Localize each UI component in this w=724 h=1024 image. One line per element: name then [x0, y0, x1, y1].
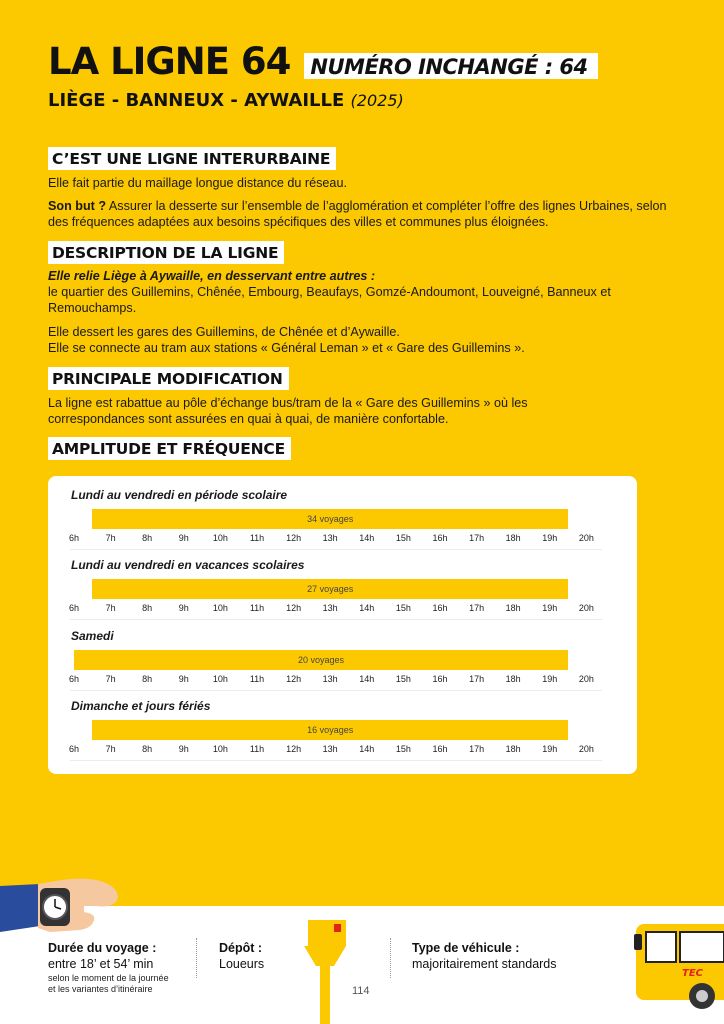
depot-value: Loueurs	[219, 957, 265, 971]
hour-tick-label: 8h	[142, 533, 153, 543]
stations-text-2: Elle se connecte au tram aux stations « Général Leman » et « Gare des Guillemins ».	[48, 341, 525, 355]
route-subtitle	[48, 90, 404, 111]
schedule-divider	[70, 690, 602, 691]
schedule-label: Samedi	[71, 629, 114, 643]
hour-tick-label: 15h	[395, 533, 411, 543]
hour-tick-label: 11h	[249, 603, 265, 613]
hour-tick-label: 11h	[249, 674, 265, 684]
hour-tick-label: 20h	[578, 533, 594, 543]
hour-tick-label: 18h	[505, 533, 521, 543]
hour-tick-label: 11h	[249, 533, 265, 543]
hour-tick-label: 11h	[249, 744, 265, 754]
duration-note-2: et les variantes d’itinéraire	[48, 984, 153, 994]
hour-tick-label: 7h	[105, 533, 116, 543]
hour-tick-label: 20h	[578, 744, 594, 754]
hour-tick-label: 12h	[286, 603, 302, 613]
hour-tick-label: 8h	[142, 603, 153, 613]
hour-tick-label: 12h	[286, 674, 302, 684]
hour-tick-label: 9h	[178, 744, 189, 754]
page-number: 114	[352, 985, 370, 997]
schedule-label: Lundi au vendredi en période scolaire	[71, 488, 288, 502]
hour-tick-label: 19h	[542, 603, 558, 613]
hour-tick-label: 8h	[142, 674, 153, 684]
vehicle-value: majoritairement standards	[412, 957, 557, 971]
route-year: (2025)	[350, 91, 404, 110]
hour-tick-label: 19h	[542, 533, 558, 543]
hour-tick-label: 14h	[359, 533, 375, 543]
duration-value: entre 18’ et 54’ min	[48, 957, 154, 971]
description-stops: le quartier des Guillemins, Chênée, Embourg, Beaufays, Gomzé-Andoumont, Louveigné, Banneux et Remouchamps.	[48, 285, 611, 315]
hour-tick-label: 17h	[469, 533, 485, 543]
hour-tick-label: 17h	[469, 674, 485, 684]
hour-tick-label: 12h	[286, 533, 302, 543]
schedule-bar: 16 voyages	[92, 720, 568, 740]
goal-text: Assurer la desserte sur l’ensemble de l’agglomération et compléter l’offre des lignes Urbaines, selon des fréquences adaptées aux besoins spécifiques des villes et communes plus éloignées.	[48, 199, 667, 229]
hour-tick-label: 16h	[432, 674, 448, 684]
page-title: LA LIGNE 64	[48, 40, 291, 83]
depot-label: Dépôt :	[219, 941, 263, 955]
hour-tick-label: 14h	[359, 744, 375, 754]
hour-tick-label: 20h	[578, 603, 594, 613]
bus-icon	[632, 920, 724, 1012]
hour-tick-label: 7h	[105, 603, 116, 613]
hour-tick-label: 17h	[469, 744, 485, 754]
section-heading-description: DESCRIPTION DE LA LIGNE	[48, 241, 284, 264]
hour-tick-label: 13h	[322, 674, 338, 684]
hour-tick-label: 15h	[395, 603, 411, 613]
duration-note-1: selon le moment de la journée	[48, 973, 169, 983]
schedule-bar: 34 voyages	[92, 509, 568, 529]
title-row	[48, 40, 598, 83]
section-heading-frequency: AMPLITUDE ET FRÉQUENCE	[48, 437, 291, 460]
section-text-goal	[48, 198, 678, 230]
hour-tick-label: 13h	[322, 744, 338, 754]
hour-tick-label: 7h	[105, 674, 116, 684]
description-intro: Elle relie Liège à Aywaille, en desservant entre autres :	[48, 269, 376, 283]
hour-tick-label: 16h	[432, 603, 448, 613]
hour-tick-label: 8h	[142, 744, 153, 754]
hour-tick-label: 9h	[178, 603, 189, 613]
hour-tick-label: 12h	[286, 744, 302, 754]
duration-label: Durée du voyage :	[48, 941, 157, 955]
hour-tick-label: 13h	[322, 603, 338, 613]
modification-text: La ligne est rabattue au pôle d’échange bus/tram de la « Gare des Guillemins » où les correspondances sont assurées en quai à quai, de manière confortable.	[48, 396, 528, 426]
hour-tick-label: 15h	[395, 674, 411, 684]
hour-tick-label: 18h	[505, 603, 521, 613]
line-number-badge: NUMÉRO INCHANGÉ : 64	[304, 53, 597, 79]
watch-illustration-icon	[0, 876, 124, 936]
route-name: LIÈGE - BANNEUX - AYWAILLE	[48, 90, 345, 111]
schedule-bar: 20 voyages	[74, 650, 568, 670]
schedule-divider	[70, 549, 602, 550]
section-text-network: Elle fait partie du maillage longue distance du réseau.	[48, 176, 347, 190]
description-block	[48, 268, 678, 316]
hour-tick-label: 10h	[212, 603, 228, 613]
hour-tick-label: 10h	[212, 674, 228, 684]
hour-tick-label: 14h	[359, 603, 375, 613]
hour-tick-label: 18h	[505, 674, 521, 684]
footer-divider	[390, 938, 391, 978]
schedule-card	[48, 476, 637, 774]
depot-sign-icon	[300, 916, 350, 1024]
stations-block	[48, 324, 678, 356]
hour-tick-label: 6h	[68, 674, 79, 684]
schedule-divider	[70, 760, 602, 761]
schedule-label: Lundi au vendredi en vacances scolaires	[71, 558, 305, 572]
hour-tick-label: 9h	[178, 533, 189, 543]
hour-tick-label: 16h	[432, 533, 448, 543]
hour-tick-label: 6h	[68, 744, 79, 754]
hour-tick-label: 20h	[578, 674, 594, 684]
hour-tick-label: 19h	[542, 674, 558, 684]
vehicle-label: Type de véhicule :	[412, 941, 520, 955]
schedule-bar: 27 voyages	[92, 579, 568, 599]
hour-tick-label: 10h	[212, 533, 228, 543]
schedule-label: Dimanche et jours fériés	[71, 699, 211, 713]
footer-divider	[196, 938, 197, 978]
hour-tick-label: 6h	[68, 603, 79, 613]
hour-tick-label: 13h	[322, 533, 338, 543]
hour-tick-label: 14h	[359, 674, 375, 684]
hour-tick-label: 6h	[68, 533, 79, 543]
hour-tick-label: 10h	[212, 744, 228, 754]
hour-tick-label: 9h	[178, 674, 189, 684]
hour-tick-label: 16h	[432, 744, 448, 754]
section-heading-interurban: C’EST UNE LIGNE INTERURBAINE	[48, 147, 336, 170]
hour-tick-label: 18h	[505, 744, 521, 754]
stations-text-1: Elle dessert les gares des Guillemins, de Chênée et d’Aywaille.	[48, 325, 400, 339]
bus-logo: TEC	[682, 968, 703, 979]
hour-tick-label: 19h	[542, 744, 558, 754]
hour-tick-label: 15h	[395, 744, 411, 754]
hour-tick-label: 17h	[469, 603, 485, 613]
goal-label: Son but ?	[48, 199, 107, 213]
schedule-divider	[70, 619, 602, 620]
hour-tick-label: 7h	[105, 744, 116, 754]
section-heading-modification: PRINCIPALE MODIFICATION	[48, 367, 289, 390]
